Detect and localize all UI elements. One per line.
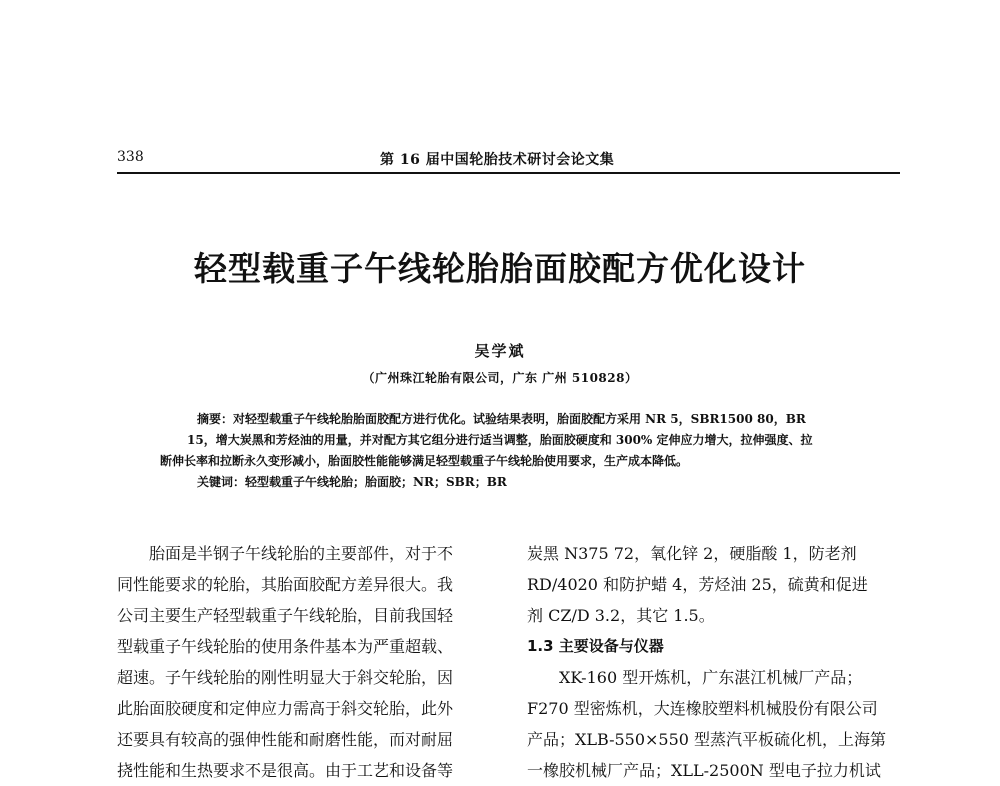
body-left-column xyxy=(117,538,497,786)
body-paragraph-line: 胎面是半钢子午线轮胎的主要部件，对于不 xyxy=(149,544,454,563)
page-number: 338 xyxy=(117,149,144,165)
body-paragraph-line: 超速。子午线轮胎的刚性明显大于斜交轮胎，因 xyxy=(117,668,454,687)
body-paragraph-line: 还要具有较高的强伸性能和耐磨性能，而对耐屈 xyxy=(117,730,454,749)
paper-title: 轻型载重子午线轮胎胎面胶配方优化设计 xyxy=(194,249,806,288)
abstract-line: 断伸长率和拉断永久变形减小，胎面胶性能能够满足轻型载重子午线轮胎使用要求，生产成本降低。 xyxy=(160,454,689,468)
body-paragraph-line: 此胎面胶硬度和定伸应力需高于斜交轮胎，此外 xyxy=(117,699,454,718)
body-paragraph-line: 产品；XLB-550×550 型蒸汽平板硫化机，上海第 xyxy=(527,730,887,749)
running-header: 第 16 届中国轮胎技术研讨会论文集 xyxy=(380,152,615,168)
body-paragraph-line: RD/4020 和防护蜡 4，芳烃油 25，硫黄和促进 xyxy=(527,575,868,594)
body-paragraph-line: 挠性能和生热要求不是很高。由于工艺和设备等 xyxy=(117,761,454,780)
body-paragraph-line: 剂 CZ/D 3.2，其它 1.5。 xyxy=(527,606,715,625)
keywords-line: 关键词：轻型载重子午线轮胎；胎面胶；NR；SBR；BR xyxy=(197,475,507,489)
author-affiliation: （广州珠江轮胎有限公司，广东 广州 510828） xyxy=(362,371,638,385)
section-heading: 1.3 主要设备与仪器 xyxy=(527,637,664,655)
body-paragraph-line: 型载重子午线轮胎的使用条件基本为严重超载、 xyxy=(117,637,454,656)
body-paragraph-line: F270 型密炼机，大连橡胶塑料机械股份有限公司 xyxy=(527,699,878,718)
abstract-line: 15，增大炭黑和芳烃油的用量，并对配方其它组分进行适当调整，胎面胶硬度和 300% 定伸应力增大，拉伸强度、拉 xyxy=(187,433,813,447)
body-paragraph-line: 公司主要生产轻型载重子午线轮胎，目前我国轻 xyxy=(117,606,454,625)
body-right-column xyxy=(527,538,907,786)
abstract xyxy=(160,409,860,493)
body-paragraph-line: 同性能要求的轮胎，其胎面胶配方差异很大。我 xyxy=(117,575,454,594)
author-name: 吴学斌 xyxy=(474,342,526,360)
header-rule xyxy=(117,172,900,174)
body-paragraph-line: XK-160 型开炼机，广东湛江机械厂产品； xyxy=(559,668,863,687)
body-paragraph-line: 一橡胶机械厂产品；XLL-2500N 型电子拉力机试 xyxy=(527,761,881,780)
abstract-line: 摘要：对轻型载重子午线轮胎胎面胶配方进行优化。试验结果表明，胎面胶配方采用 NR 5，SBR1500 80，BR xyxy=(197,412,806,426)
body-paragraph-line: 炭黑 N375 72，氧化锌 2，硬脂酸 1，防老剂 xyxy=(527,544,857,563)
